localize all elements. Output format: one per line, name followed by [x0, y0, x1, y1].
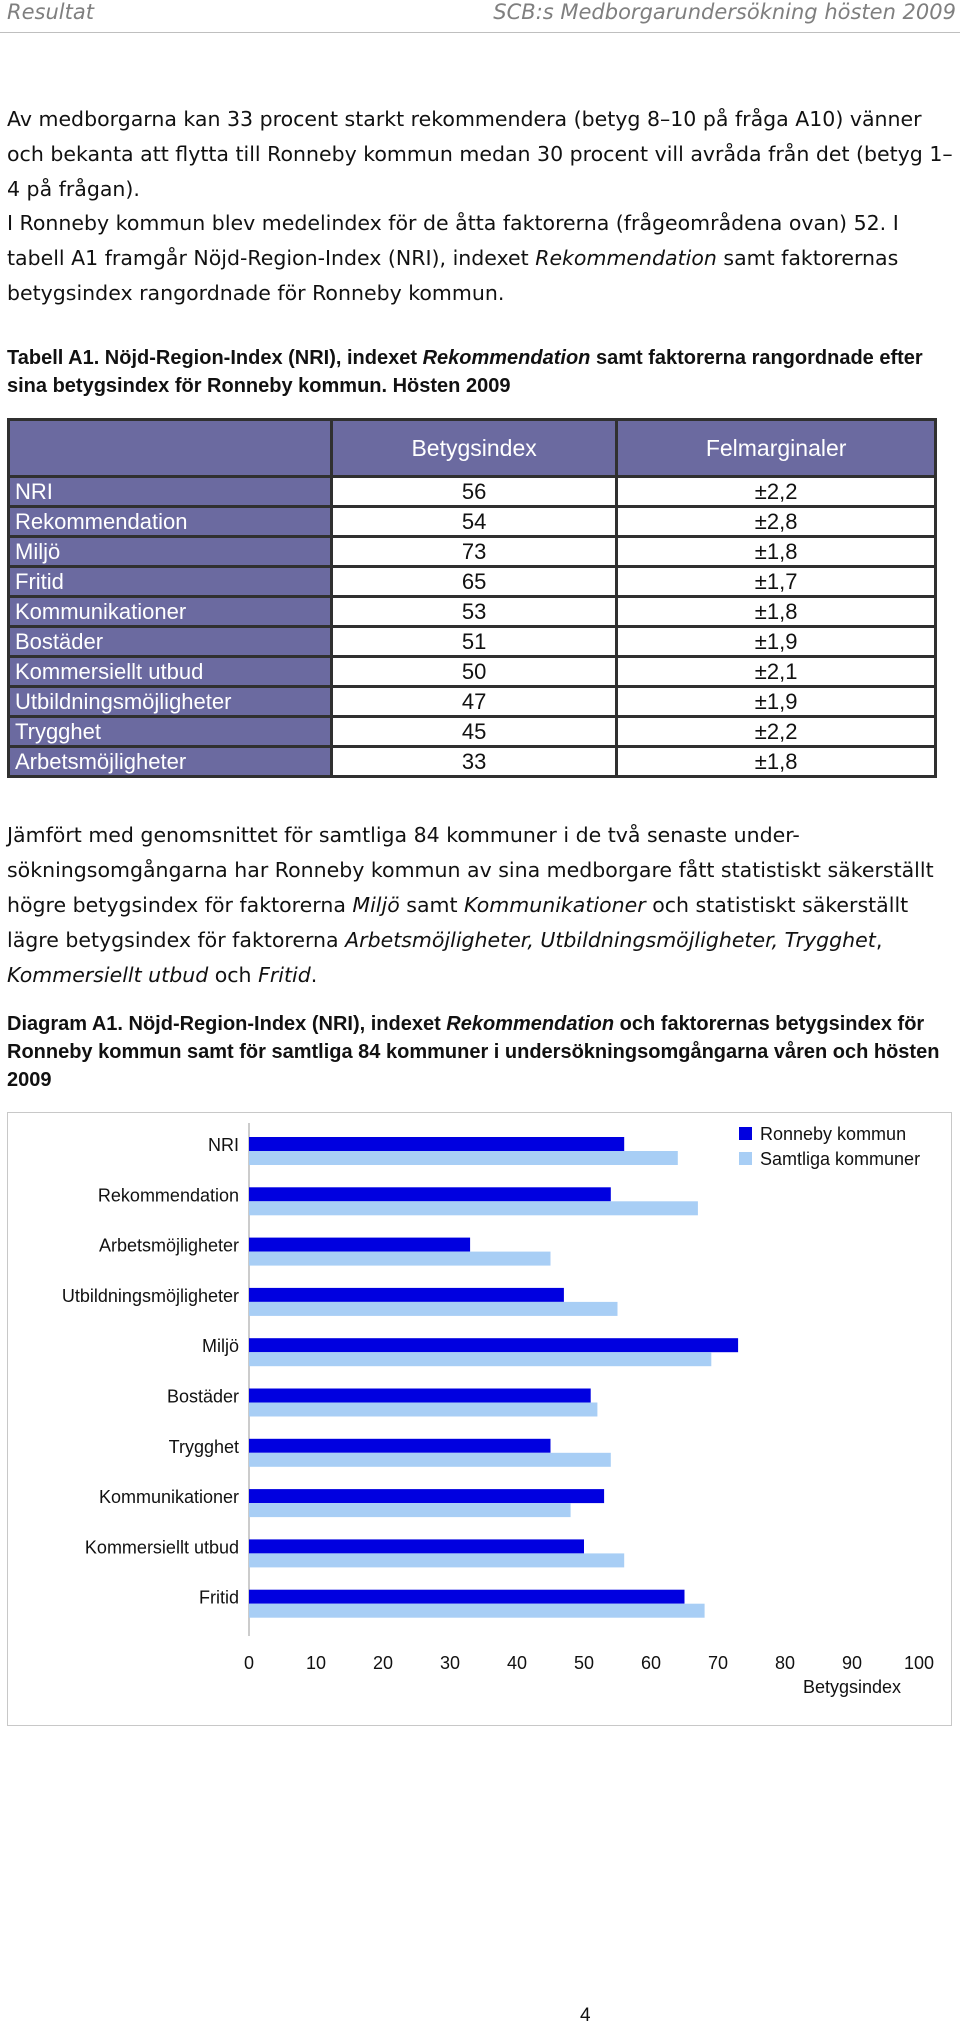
comparison-text: och — [208, 963, 259, 987]
row-margin: ±1,8 — [617, 597, 936, 627]
intro-italic: Rekommendation — [535, 246, 717, 270]
category-label: NRI — [208, 1135, 239, 1155]
category-label: Miljö — [201, 1336, 239, 1357]
diagram-caption-italic: Rekommendation — [446, 1013, 615, 1035]
bar-ronneby — [249, 1187, 611, 1201]
header-section-title: Resultat — [7, 0, 94, 24]
bar-samtliga — [249, 1403, 597, 1417]
index-table — [7, 418, 937, 778]
row-label: Bostäder — [9, 627, 332, 657]
page-number: 4 — [580, 2005, 591, 2026]
row-margin: ±1,7 — [617, 567, 936, 597]
x-tick-label: 40 — [506, 1653, 528, 1673]
row-margin: ±2,2 — [617, 717, 936, 747]
table-row — [9, 687, 936, 717]
row-index: 47 — [332, 687, 617, 717]
table-row — [9, 747, 936, 777]
table-row — [9, 627, 936, 657]
table-caption-italic: Rekommendation — [422, 347, 591, 369]
row-index: 56 — [332, 477, 617, 507]
intro-paragraph-2 — [7, 206, 955, 311]
row-index: 54 — [332, 507, 617, 537]
row-label: Utbildningsmöjligheter — [9, 687, 332, 717]
bar-samtliga — [249, 1553, 624, 1567]
row-index: 73 — [332, 537, 617, 567]
comparison-text: . — [310, 963, 318, 987]
row-margin: ±2,2 — [617, 477, 936, 507]
table-row — [9, 657, 936, 687]
intro-text-end: samt faktorernas betygsindex rangordnade för Ronneby kommun. — [7, 246, 899, 305]
bar-samtliga — [249, 1252, 551, 1266]
table-caption-text: Tabell A1. Nöjd-Region-Index (NRI), indexet — [7, 347, 423, 369]
page-header — [0, 0, 960, 33]
bar-ronneby — [249, 1389, 591, 1403]
table-header-felmarginaler: Felmarginaler — [617, 420, 936, 477]
x-tick-label: 30 — [439, 1653, 461, 1673]
row-label: Miljö — [9, 537, 332, 567]
x-tick-label: 10 — [305, 1653, 327, 1673]
category-label: Bostäder — [166, 1386, 239, 1407]
comparison-italic: Kommersiellt utbud — [7, 963, 209, 987]
bar-ronneby — [249, 1238, 470, 1252]
row-margin: ±1,8 — [617, 537, 936, 567]
diagram-caption-text: Diagram A1. Nöjd-Region-Index (NRI), indexet — [7, 1013, 447, 1035]
diagram-caption-text-end: och faktorernas betygsindex för Ronneby kommun samt för samtliga 84 kommuner i undersökningsomgångarna våren och hösten 2009 — [7, 1013, 940, 1091]
legend-swatch — [739, 1152, 752, 1165]
row-index: 53 — [332, 597, 617, 627]
bar-ronneby — [249, 1137, 624, 1151]
row-margin: ±2,8 — [617, 507, 936, 537]
table-header-betygsindex: Betygsindex — [332, 420, 617, 477]
bar-ronneby — [249, 1590, 685, 1604]
x-tick-label: 90 — [841, 1653, 863, 1673]
category-label: Kommersiellt utbud — [84, 1537, 239, 1558]
comparison-text: Jämfört med genomsnittet för samtliga 84 kommuner i de två senaste under-sökningsomgångarna har Ronneby kommun av sina medborgare fått statistiskt säkerställt högre betygsindex för faktorerna — [7, 823, 934, 917]
bar-ronneby — [249, 1439, 551, 1453]
bar-samtliga — [249, 1302, 618, 1316]
bar-ronneby — [249, 1338, 738, 1352]
table-row — [9, 477, 936, 507]
category-label: Kommunikationer — [98, 1487, 239, 1508]
table-header-row — [9, 420, 936, 477]
legend-swatch — [739, 1127, 752, 1140]
intro-paragraph-1: Av medborgarna kan 33 procent starkt rekommendera (betyg 8–10 på fråga A10) vänner och bekanta att flytta till Ronneby kommun medan 30 procent vill avråda från det (betyg 1–4 på frågan). — [7, 107, 953, 201]
table-row — [9, 717, 936, 747]
row-label: Trygghet — [9, 717, 332, 747]
header-report-title: SCB:s Medborgarundersökning hösten 2009 — [493, 0, 956, 24]
table-row — [9, 567, 936, 597]
row-index: 65 — [332, 567, 617, 597]
table-caption — [7, 344, 955, 400]
bar-samtliga — [249, 1453, 611, 1467]
bar-ronneby — [249, 1489, 604, 1503]
diagram-caption — [7, 1010, 955, 1094]
table-row — [9, 597, 936, 627]
comparison-paragraph — [7, 818, 955, 993]
row-index: 51 — [332, 627, 617, 657]
row-index: 33 — [332, 747, 617, 777]
comparison-italic: Arbetsmöjligheter, Utbildningsmöjligheter, Trygghet — [345, 928, 876, 952]
category-label: Utbildningsmöjligheter — [61, 1285, 239, 1306]
x-tick-label: 70 — [707, 1653, 729, 1673]
row-label: NRI — [9, 477, 332, 507]
x-tick-label: 20 — [372, 1653, 394, 1673]
row-margin: ±1,9 — [617, 687, 936, 717]
table-row — [9, 507, 936, 537]
table-caption-text-end: samt faktorerna rangordnade efter sina betygsindex för Ronneby kommun. Hösten 2009 — [7, 347, 923, 397]
x-tick-label: 60 — [640, 1653, 662, 1673]
legend-label: Samtliga kommuner — [760, 1149, 921, 1169]
row-index: 50 — [332, 657, 617, 687]
bar-chart-svg — [8, 1113, 951, 1725]
comparison-italic: Kommunikationer — [464, 893, 646, 917]
table-header-empty — [9, 420, 332, 477]
row-label: Kommunikationer — [9, 597, 332, 627]
bar-samtliga — [249, 1352, 711, 1366]
row-margin: ±1,8 — [617, 747, 936, 777]
x-tick-label: 0 — [243, 1653, 255, 1673]
bar-samtliga — [249, 1604, 705, 1618]
bar-ronneby — [249, 1288, 564, 1302]
row-margin: ±2,1 — [617, 657, 936, 687]
bar-samtliga — [249, 1151, 678, 1165]
row-label: Rekommendation — [9, 507, 332, 537]
row-margin: ±1,9 — [617, 627, 936, 657]
table-row — [9, 537, 936, 567]
comparison-text: , — [875, 928, 883, 952]
comparison-text: och statistiskt säkerställt lägre betygsindex för faktorerna — [7, 893, 909, 952]
category-label: Trygghet — [168, 1436, 239, 1457]
bar-ronneby — [249, 1539, 584, 1553]
x-tick-label: 100 — [903, 1653, 935, 1673]
category-label: Arbetsmöjligheter — [98, 1235, 239, 1256]
comparison-italic: Fritid — [258, 963, 311, 987]
x-axis-label: Betygsindex — [802, 1677, 902, 1697]
comparison-italic: Miljö — [352, 893, 400, 917]
legend-label: Ronneby kommun — [760, 1124, 907, 1144]
x-tick-label: 50 — [573, 1653, 595, 1673]
intro-text: I Ronneby kommun blev medelindex för de åtta faktorerna (frågeområdena ovan) 52. I tabell A1 framgår Nöjd-Region-Index (NRI), indexet — [7, 211, 899, 270]
row-label: Kommersiellt utbud — [9, 657, 332, 687]
row-label: Fritid — [9, 567, 332, 597]
category-label: Fritid — [199, 1587, 239, 1608]
row-label: Arbetsmöjligheter — [9, 747, 332, 777]
row-index: 45 — [332, 717, 617, 747]
bar-samtliga — [249, 1201, 698, 1215]
comparison-text: samt — [399, 893, 465, 917]
bar-samtliga — [249, 1503, 571, 1517]
bar-chart — [7, 1112, 952, 1726]
category-label: Rekommendation — [97, 1185, 239, 1206]
x-tick-label: 80 — [774, 1653, 796, 1673]
